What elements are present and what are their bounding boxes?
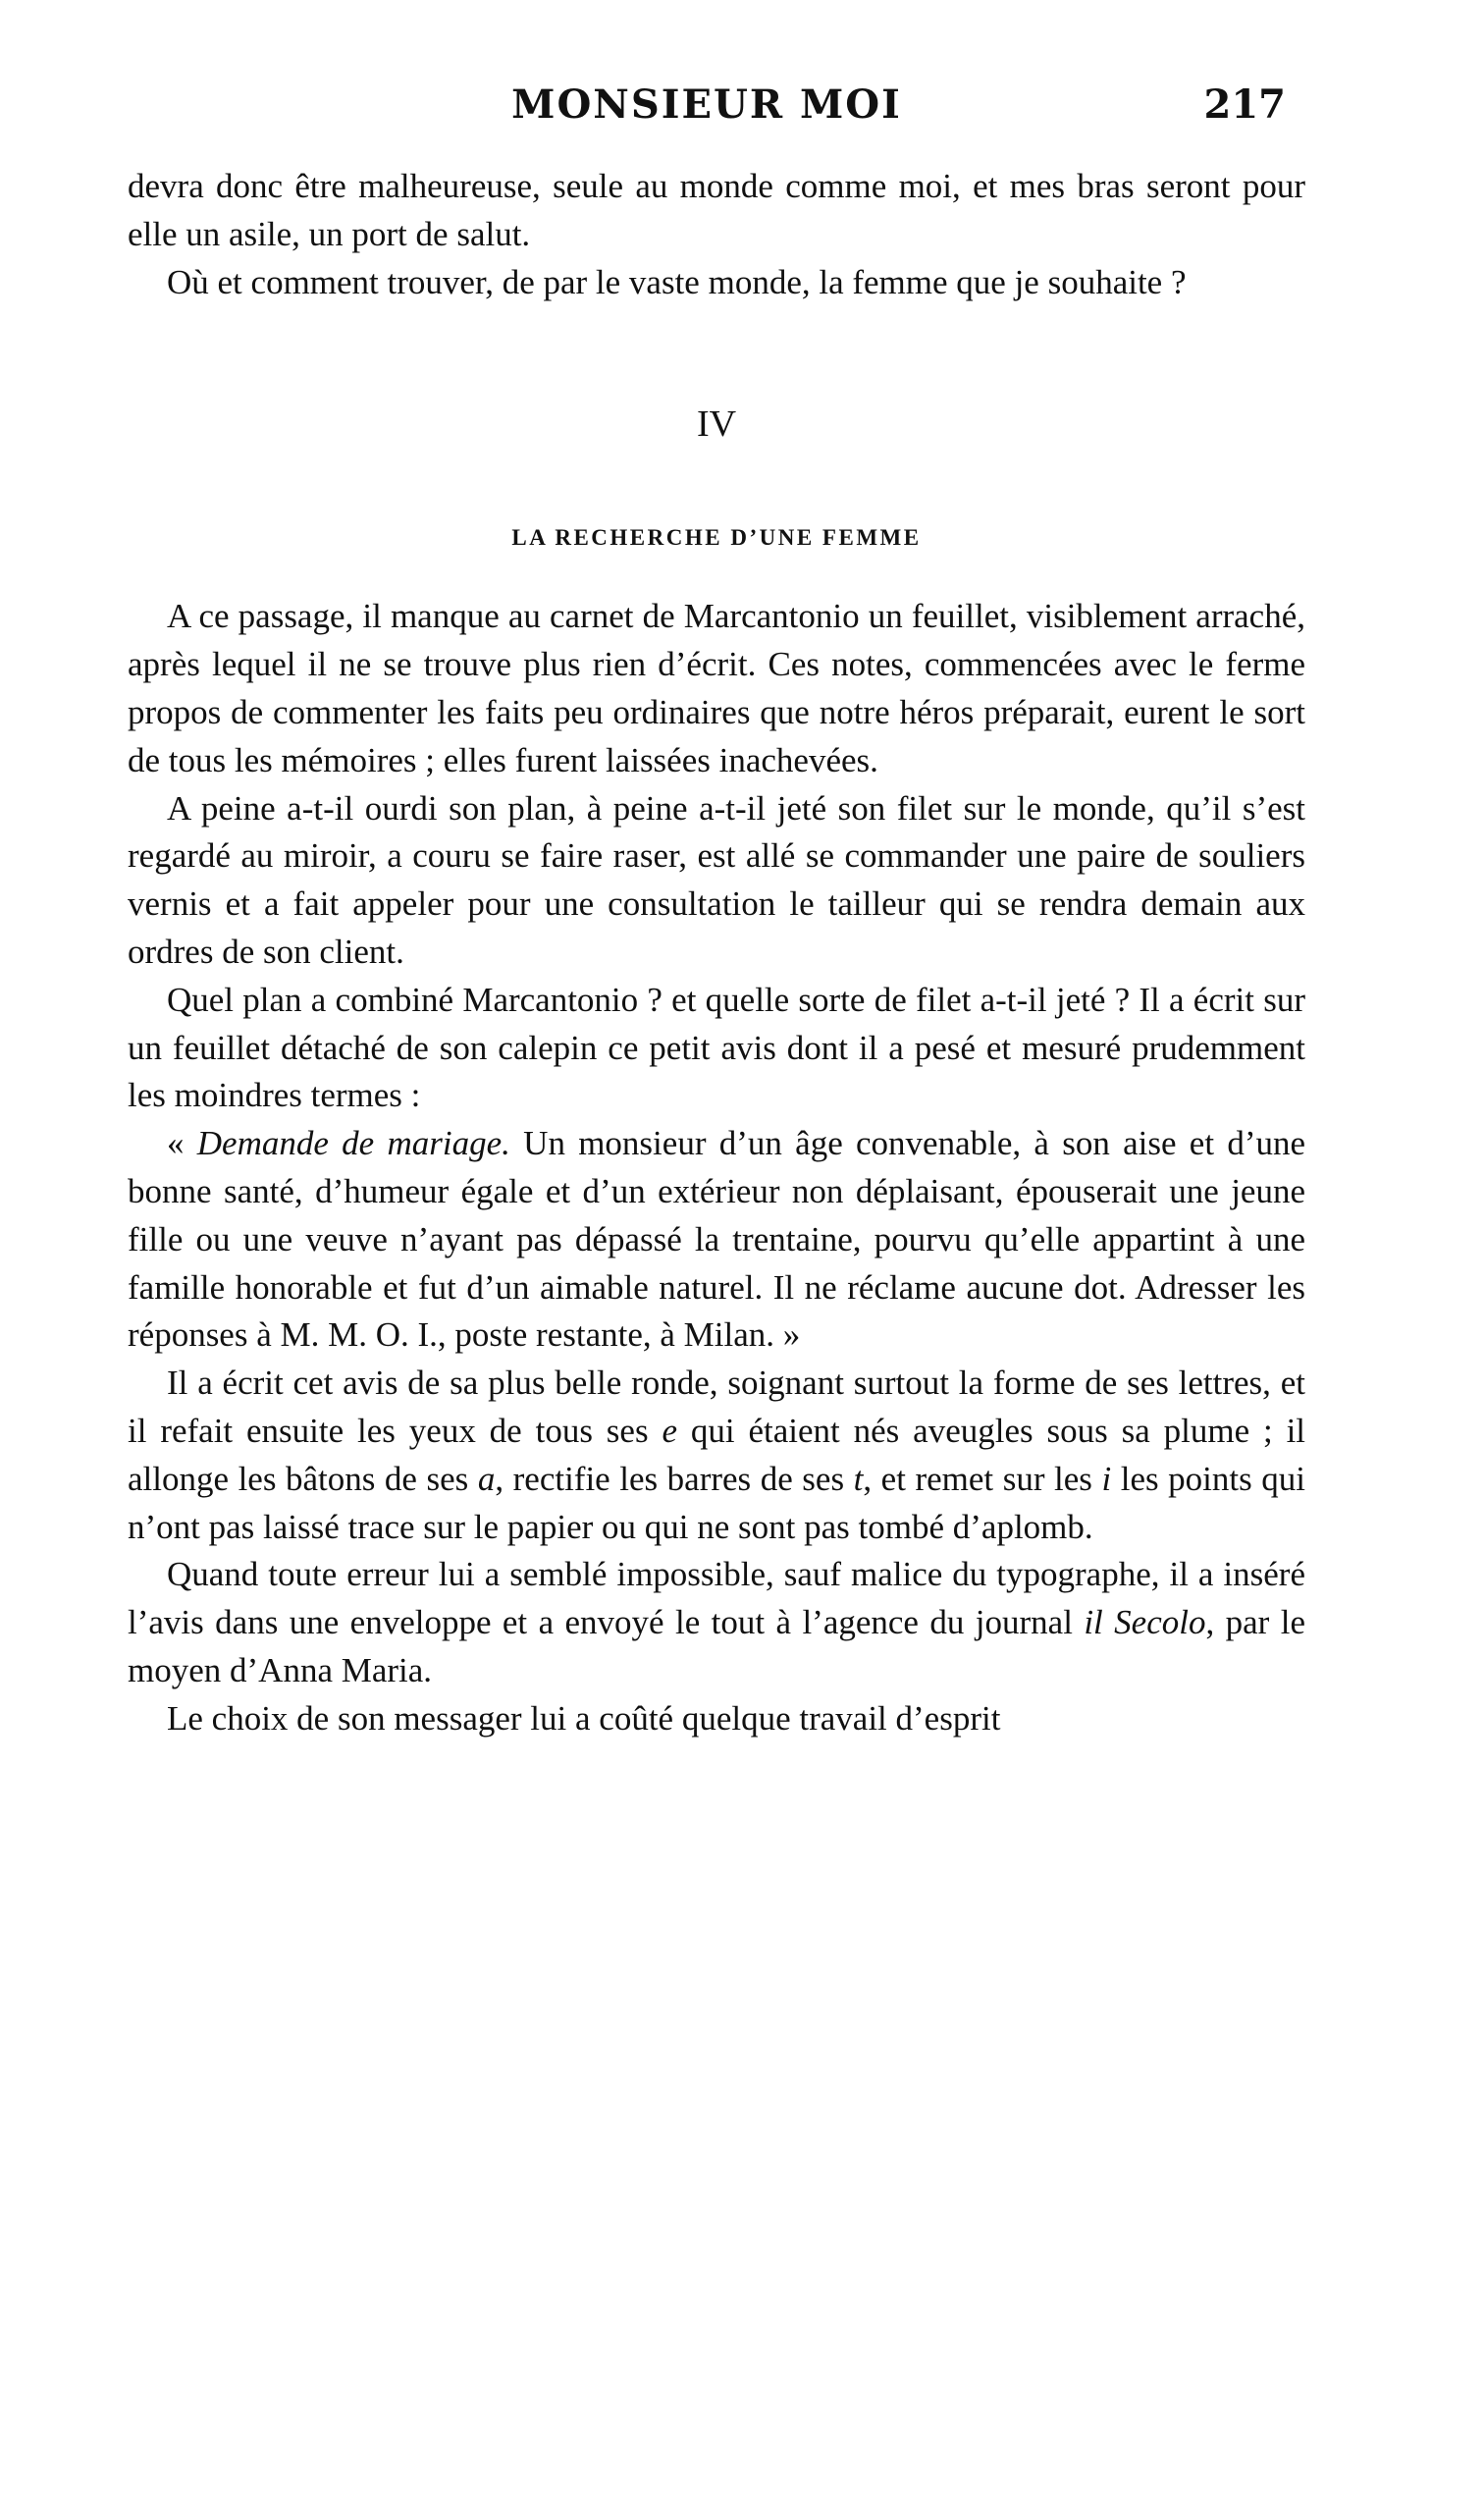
chapter-number: IV [696,403,737,446]
chapter-title: LA RECHERCHE D’UNE FEMME [511,525,922,551]
text-run: qui étaient nés aveugles sous sa plume ; il allonge les bâtons de ses [128,1411,1306,1498]
body-text [128,163,1305,1743]
text-run: , et remet sur les [863,1459,1102,1498]
paragraph [128,1551,1305,1694]
paragraph: A peine a-t-il ourdi son plan, à peine a-t-il jeté son filet sur le monde, qu’il s’est regardé au miroir, a couru se faire raser, est allé se commander une paire de souliers vernis et a fait appeler pour une consultation le tailleur qui se rendra demain aux ordres de son client. [128,788,1305,971]
italic-letter: a [477,1459,496,1498]
paragraph [128,1360,1305,1551]
running-head [128,71,1286,139]
journal-name: il Secolo [1084,1603,1206,1642]
quoted-advertisement [128,1120,1305,1360]
page-number: 217 [1203,81,1286,128]
running-title: MONSIEUR MOI [511,81,902,128]
text-run: , par le moyen d’Anna Maria. [128,1603,1305,1689]
italic-letter: i [1101,1459,1112,1498]
quote-open: « [167,1124,197,1163]
text-run: Il a écrit cet avis de sa plus belle ronde, soignant surtout la forme de ses lettres, et il refait ensuite les yeux de tous ses [128,1364,1305,1450]
italic-letter: e [662,1411,678,1450]
paragraph-continues: Le choix de son messager lui a coûté quelque travail d’esprit [167,1698,1001,1738]
paragraph: Quel plan a combiné Marcantonio ? et quelle sorte de filet a-t-il jeté ? Il a écrit sur un feuillet détaché de son calepin ce petit avis dont il a pesé et mesuré prudemment les moindres termes : [128,980,1305,1115]
paragraph-continued: devra donc être malheureuse, seule au monde comme moi, et mes bras seront pour elle un asile, un port de salut. [128,167,1305,253]
paragraph: Où et comment trouver, de par le vaste monde, la femme que je souhaite ? [167,262,1187,301]
text-run: les points qui n’ont pas laissé trace sur le papier ou qui ne sont pas tombé d’aplomb. [128,1459,1305,1546]
advertisement-text: Un monsieur d’un âge convenable, à son aise et d’une bonne santé, d’humeur égale et d’un extérieur non déplaisant, épouserait une jeune fille ou une veuve n’ayant pas dépassé la trentaine, pourvu qu’elle appartint à une famille honorable et fut d’un aimable naturel. Il ne réclame aucune dot. Adresser les réponses à M. M. O. I., poste restante, à Milan. » [128,1124,1306,1355]
italic-letter: t [853,1459,864,1498]
text-run: Quand toute erreur lui a semblé impossible, sauf malice du typographe, il a inséré l’avis dans une enveloppe et a envoyé le tout à l’agence du journal [128,1555,1305,1642]
text-run: , rectifie les barres de ses [495,1459,854,1498]
paragraph: A ce passage, il manque au carnet de Marcantonio un feuillet, visiblement arraché, après lequel il ne se trouve plus rien d’écrit. Ces notes, commencées avec le ferme propos de commenter les faits peu ordinaires que notre héros préparait, eurent le sort de tous les mémoires ; elles furent laissées inachevées. [128,597,1305,779]
advertisement-heading: Demande de mariage. [196,1124,510,1163]
